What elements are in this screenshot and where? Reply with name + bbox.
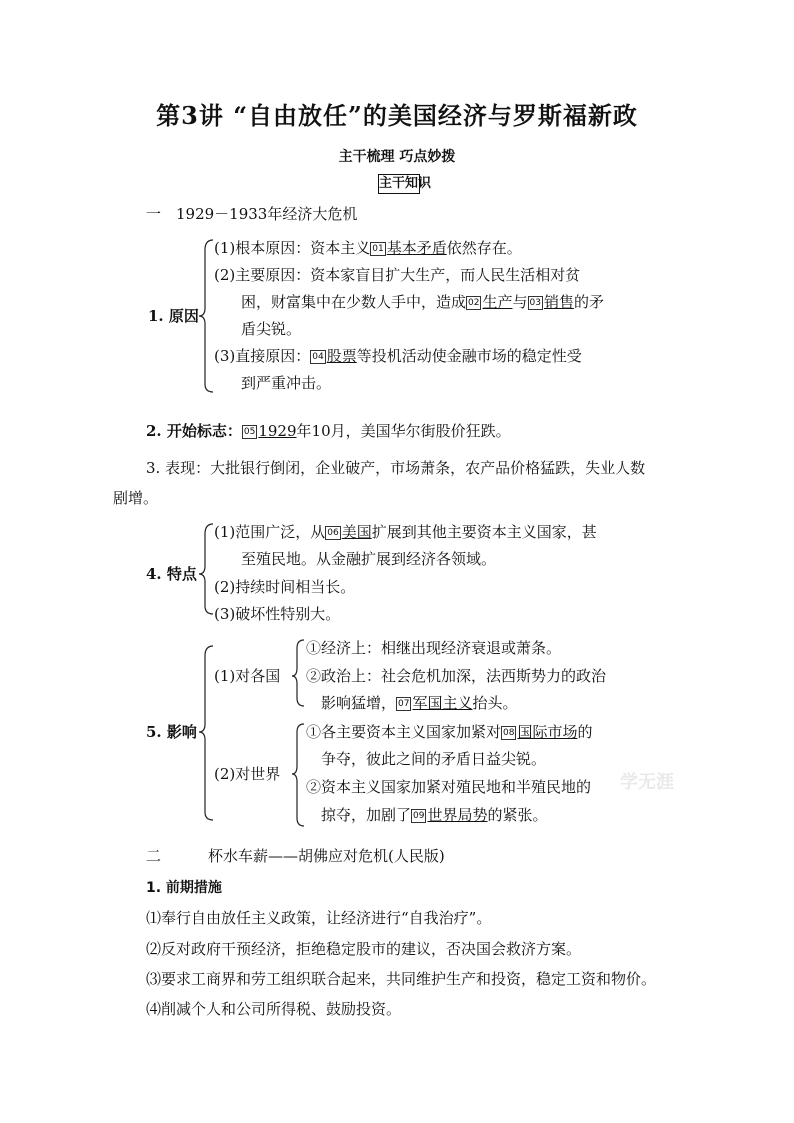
impact-each-1: ①经济上：相继出现经济衰退或萧条。 [306, 639, 562, 657]
cause-item-2-line-2: 困，财富集中在少数人手中，造成 02 生产与 03 销售的矛 [241, 293, 604, 311]
section-2-heading-number: 二 [146, 847, 162, 865]
section-2-item-4: ⑷削减个人和公司所得税、鼓励投资。 [146, 1000, 402, 1018]
cause-item-3-line-1: (3)直接原因： 04 股票等投机活动使金融市场的稳定性受 [214, 347, 582, 365]
brace-feature [199, 524, 213, 614]
impact-each-2-line-1: ②政治上：社会危机加深，法西斯势力的政治 [306, 667, 607, 685]
impact-world-1-line-1: ①各主要资本主义国家加紧对 08 国际市场的 [306, 723, 593, 741]
section-1-heading: 一 1929－1933年经济大危机 [146, 205, 358, 223]
brace-impact [199, 646, 213, 820]
impact-world-label: (2)对世界 [214, 765, 281, 783]
brace-each [292, 640, 304, 706]
impact-world-2-line-1: ②资本主义国家加紧对殖民地和半殖民地的 [306, 778, 592, 796]
cause-item-2-line-1: (2)主要原因：资本家盲目扩大生产，而人民生活相对贫 [214, 266, 581, 284]
feature-item-2: (2)持续时间相当长。 [214, 578, 356, 596]
cause-label: 1. 原因 [148, 307, 199, 325]
section-2-heading: 杯水车薪——胡佛应对危机(人民版) [208, 847, 445, 865]
section-2-item-3: ⑶要求工商界和劳工组织联合起来，共同维护生产和投资，稳定工资和物价。 [146, 970, 657, 988]
symptom-line-2: 剧增。 [113, 489, 159, 507]
cause-item-1: (1)根本原因：资本主义 01 基本矛盾依然存在。 [214, 239, 522, 257]
feature-label: 4. 特点 [146, 565, 197, 583]
feature-item-1-line-1: (1)范围广泛，从 06 美国扩展到其他主要资本主义国家，甚 [214, 523, 597, 541]
section-2-subheading: 1. 前期措施 [146, 880, 222, 896]
section-2-item-1: ⑴奉行自由放任主义政策，让经济进行“自我治疗”。 [146, 909, 492, 927]
brace-cause [199, 240, 213, 392]
impact-label: 5. 影响 [146, 723, 197, 741]
section-box-label: 主干知识 [378, 174, 420, 194]
cause-item-2-line-3: 盾尖锐。 [241, 320, 302, 338]
impact-world-2-line-2: 掠夺，加剧了 09 世界局势的紧张。 [321, 806, 548, 824]
feature-item-1-line-2: 至殖民地。从金融扩展到经济各领域。 [241, 550, 497, 568]
cause-item-3-line-2: 到严重冲击。 [241, 374, 332, 392]
start-mark: 2. 开始标志： 05 1929年10月，美国华尔街股价狂跌。 [146, 422, 511, 440]
page-title: 第3讲 “自由放任”的美国经济与罗斯福新政 [156, 101, 638, 130]
impact-each-label: (1)对各国 [214, 667, 281, 685]
impact-each-2-line-2: 影响猛增， 07 军国主义抬头。 [321, 694, 518, 712]
impact-world-1-line-2: 争夺，彼此之间的矛盾日益尖锐。 [321, 750, 547, 768]
page-subtitle: 主干梳理 巧点妙拨 [338, 149, 456, 165]
watermark: 学无涯 [620, 772, 674, 793]
brace-world [292, 724, 304, 826]
section-2-item-2: ⑵反对政府干预经济，拒绝稳定股市的建议，否决国会救济方案。 [146, 940, 582, 958]
symptom-line-1: 3. 表现：大批银行倒闭，企业破产，市场萧条，农产品价格猛跌，失业人数 [146, 459, 646, 477]
feature-item-3: (3)破坏性特别大。 [214, 605, 341, 623]
